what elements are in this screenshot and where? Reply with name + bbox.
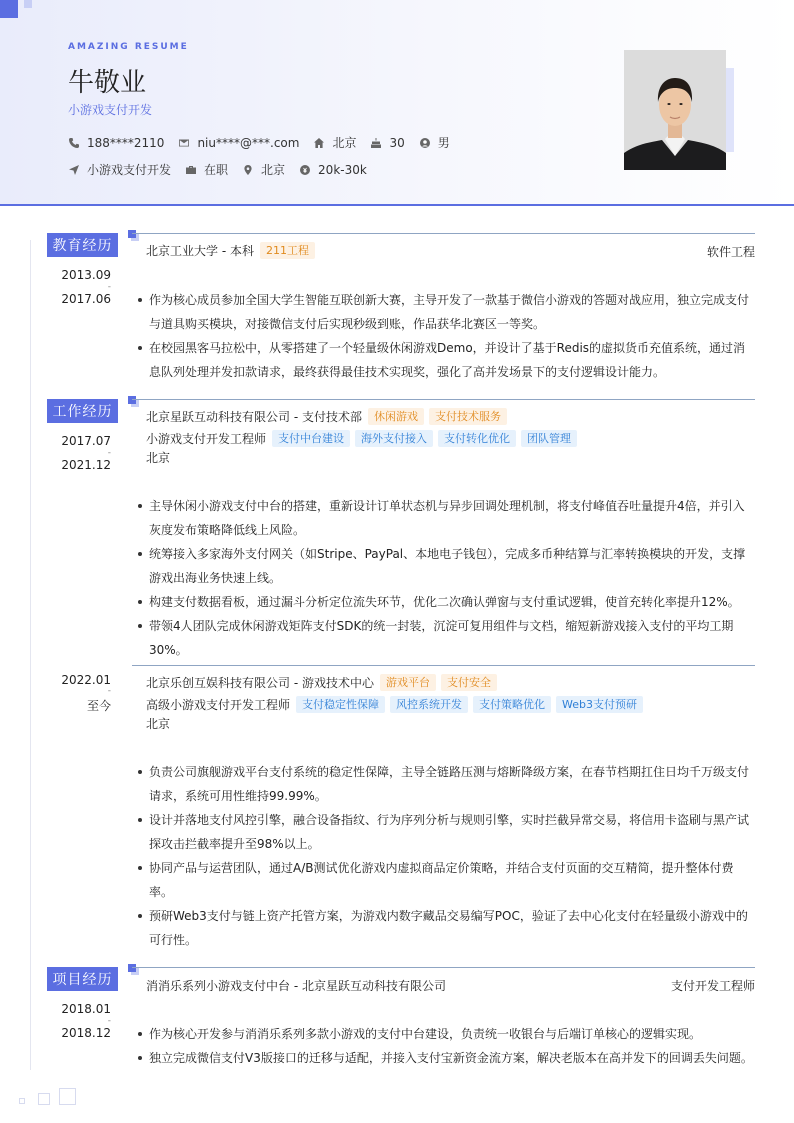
employment-item: [185, 161, 228, 178]
decor-square: [24, 0, 32, 8]
list-item: 带领4人团队完成休闲游戏矩阵支付SDK的统一封装，沉淀可复用组件与文档，缩短新游戏接入支付的平均工期30%。: [137, 614, 755, 662]
phone-item: [68, 136, 164, 150]
skill-tag: 风控系统开发: [390, 696, 468, 713]
skill-tag: 海外支付接入: [355, 430, 433, 447]
job1-city: 北京: [146, 451, 171, 465]
job2-position-tags: [296, 696, 643, 713]
skill-tag: 支付中台建设: [272, 430, 350, 447]
job1-position-tags: [272, 430, 577, 447]
skill-tag: 支付稳定性保障: [296, 696, 385, 713]
job1-company: 北京星跃互动科技有限公司 - 支付技术部: [146, 410, 362, 424]
job1-start-date: 2017.07: [61, 434, 111, 448]
edu-major: 软件工程: [706, 245, 755, 259]
decor-square: [38, 1093, 50, 1105]
list-item: 在校园黑客马拉松中，从零搭建了一个轻量级休闲游戏Demo，并设计了基于Redis的虚拟货币充值系统，通过消息队列处理并发扣款请求，最终获得最佳技术实现奖，强化了高并发场景下的支付逻辑设计能力。: [137, 336, 755, 384]
phone-icon: [68, 137, 80, 149]
date-dash: -: [107, 448, 111, 458]
company-tag: 支付技术服务: [429, 408, 507, 425]
job-divider: [132, 665, 755, 666]
skill-tag: Web3支付预研: [556, 696, 643, 713]
age-item: [370, 136, 404, 150]
company-tag: 游戏平台: [380, 674, 436, 691]
resume-header: [0, 0, 794, 206]
job1-company-tags: [368, 408, 507, 425]
job2-position: 高级小游戏支付开发工程师: [146, 698, 291, 712]
job2-end-date: 至今: [86, 699, 111, 713]
mail-icon: [178, 137, 190, 149]
tagline: AMAZING RESUME: [68, 42, 189, 52]
employment-text: 在职: [204, 163, 229, 177]
list-item: 作为核心开发参与消消乐系列多款小游戏的支付中台建设，负责统一收银台与后端订单核心的逻辑实现。: [137, 1022, 755, 1046]
job2-position-line: [146, 696, 643, 713]
gender-text: 男: [437, 136, 450, 150]
list-item: 协同产品与运营团队，通过A/B测试优化游戏内虚拟商品定价策略，并结合支付页面的交互精简，提升整体付费率。: [137, 856, 755, 904]
list-item: 预研Web3支付与链上资产托管方案，为游戏内数字藏品交易编写POC，验证了去中心化支付在轻量级小游戏中的可行性。: [137, 904, 755, 952]
intent-item: [68, 161, 171, 178]
money-icon: [299, 164, 311, 176]
project-end-date: 2018.12: [61, 1026, 111, 1040]
company-tag: 支付安全: [441, 674, 497, 691]
section-marker: [128, 230, 136, 238]
cake-icon: [370, 137, 382, 149]
send-icon: [68, 164, 80, 176]
edu-end-date: 2017.06: [61, 292, 111, 306]
job1-position: 小游戏支付开发工程师: [146, 432, 267, 446]
project-start-date: 2018.01: [61, 1002, 111, 1016]
section-project-label: 项目经历: [47, 967, 118, 991]
salary-text: 20k-30k: [318, 162, 367, 177]
job1-bullets: [137, 494, 755, 662]
job2-company-line: [146, 674, 497, 691]
section-divider: [132, 399, 755, 400]
email-text: niu****@***.com: [197, 135, 300, 150]
intent-text: 小游戏支付开发: [87, 163, 172, 177]
contact-row: [68, 134, 464, 151]
hometown-text: 北京: [332, 136, 357, 150]
briefcase-icon: [185, 164, 197, 176]
decor-square: [19, 1098, 25, 1104]
list-item: 独立完成微信支付V3版接口的迁移与适配，并接入支付宝新资金流方案，解决老版本在高并发下的回调丢失问题。: [137, 1046, 755, 1070]
edu-school-line: [146, 242, 315, 259]
profile-photo: [624, 50, 726, 170]
company-tag: 休闲游戏: [368, 408, 424, 425]
project-name: 消消乐系列小游戏支付中台 - 北京星跃互动科技有限公司: [146, 979, 446, 993]
section-divider: [132, 233, 755, 234]
job2-start-date: 2022.01: [61, 673, 111, 687]
location-icon: [242, 164, 254, 176]
job1-end-date: 2021.12: [61, 458, 111, 472]
candidate-job: 小游戏支付开发: [68, 103, 153, 117]
edu-start-date: 2013.09: [61, 268, 111, 282]
skill-tag: 支付转化优化: [438, 430, 516, 447]
city-item: [242, 161, 285, 178]
skill-tag: 团队管理: [521, 430, 577, 447]
job2-bullets: [137, 760, 755, 952]
edu-bullets: [137, 288, 755, 384]
gender-item: [419, 134, 450, 151]
job2-company: 北京乐创互娱科技有限公司 - 游戏技术中心: [146, 676, 374, 690]
section-marker: [128, 396, 136, 404]
list-item: 主导休闲小游戏支付中台的搭建，重新设计订单状态机与异步回调处理机制，将支付峰值吞吐量提升4倍，并引入灰度发布策略降低线上风险。: [137, 494, 755, 542]
job1-position-line: [146, 430, 577, 447]
section-education-label: 教育经历: [47, 233, 118, 257]
list-item: 设计并落地支付风控引擎，融合设备指纹、行为序列分析与规则引擎，实时拦截异常交易，将信用卡盗刷与黑产试探攻击拦截率提升至98%以上。: [137, 808, 755, 856]
salary-item: [299, 163, 367, 177]
edu-school: 北京工业大学 - 本科: [146, 244, 254, 258]
job1-company-line: [146, 408, 507, 425]
decor-square: [59, 1088, 76, 1105]
job2-company-tags: [380, 674, 497, 691]
phone-text: 188****2110: [87, 135, 165, 150]
project-bullets: [137, 1022, 755, 1070]
home-icon: [313, 137, 325, 149]
city-text: 北京: [261, 163, 286, 177]
skill-tag: 支付策略优化: [473, 696, 551, 713]
section-work-label: 工作经历: [47, 399, 118, 423]
date-dash: -: [107, 686, 111, 696]
date-dash: -: [107, 282, 111, 292]
gender-icon: [419, 137, 431, 149]
list-item: 负责公司旗舰游戏平台支付系统的稳定性保障，主导全链路压测与熔断降级方案，在春节档期扛住日均千万级支付请求，系统可用性维持99.99%。: [137, 760, 755, 808]
hometown-item: [313, 134, 356, 151]
status-row: [68, 161, 381, 178]
date-dash: -: [107, 1016, 111, 1026]
edu-tag: 211工程: [260, 242, 315, 259]
section-marker: [128, 964, 136, 972]
candidate-name: 牛敬业: [68, 68, 147, 98]
list-item: 构建支付数据看板，通过漏斗分析定位流失环节，优化二次确认弹窗与支付重试逻辑，使首充转化率提升12%。: [137, 590, 755, 614]
list-item: 统筹接入多家海外支付网关（如Stripe、PayPal、本地电子钱包），完成多币种结算与汇率转换模块的开发，支撑游戏出海业务快速上线。: [137, 542, 755, 590]
email-item: [178, 136, 299, 150]
list-item: 作为核心成员参加全国大学生智能互联创新大赛，主导开发了一款基于微信小游戏的答题对战应用，独立完成支付与道具购买模块，对接微信支付后实现秒级到账，作品获华北赛区一等奖。: [137, 288, 755, 336]
age-text: 30: [389, 135, 405, 150]
timeline-rail: [30, 240, 31, 1070]
section-divider: [132, 967, 755, 968]
job2-city: 北京: [146, 717, 171, 731]
decor-square: [0, 0, 18, 18]
project-role: 支付开发工程师: [670, 979, 755, 993]
